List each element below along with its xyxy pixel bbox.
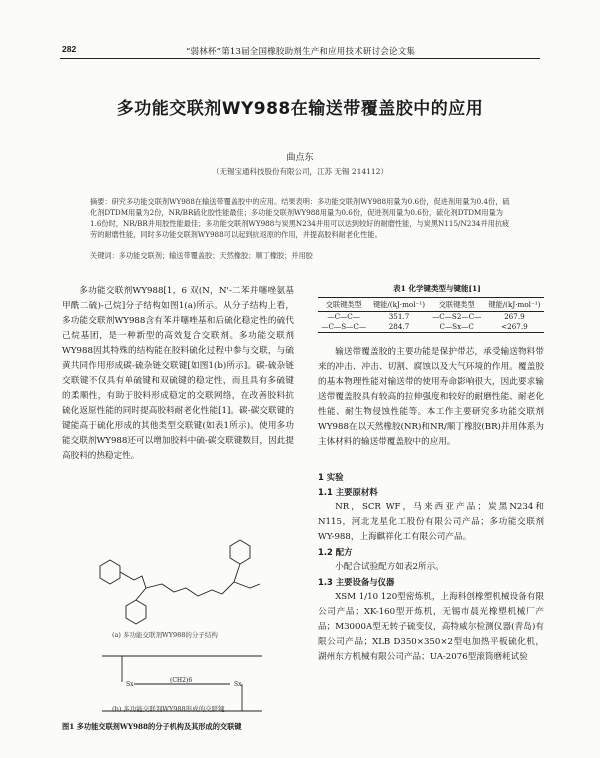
bond-energy-table: [318, 297, 544, 333]
figure-caption: 图1 多功能交联剂WY988的分子机构及其形成的交联键: [62, 722, 242, 731]
table-caption: 表1 化学键类型与键能[1]: [393, 284, 481, 293]
right-column: [318, 345, 544, 665]
figure-subcaption-b: (b) 多功能交联剂WY988形成的交联键: [112, 705, 225, 713]
table-header-row: [318, 298, 544, 312]
subsection-heading: 1.3 主要设备与仪器: [318, 577, 395, 587]
table-cell: 351.7: [388, 312, 410, 321]
equipment-paragraph: XSM 1/10 120型密炼机，上海科创橡塑机械设备有限公司产品；XK-160型开炼机，无锡市晨光橡塑机械厂产品；M3000A型无转子硫变仪，高特威尔检测仪器(青岛)有限公司产品；XLB D350×350×2型电加热平板硫化机，湖州东方机械有限公司产品；UA-2076型滚筒磨耗试验: [318, 592, 544, 662]
abstract: 摘要：研究多功能交联剂WY988在输送带覆盖胶中的应用。结果表明：多功能交联剂WY988用量为0.6份，促进剂用量为0.4份，硫化剂DTDM用量为2份，NR/BR硫化胶性能最佳；多功能交联剂WY988用量为0.6份，促进剂用量为0.6份，硫化剂DTDM用量为1.6份时，NR/BR并用胶性能最佳；多功能交联剂WY988与炭黑N234并用可以达到较好的耐磨性能，与炭黑N115/N234并用抗疲劳的耐磨性能，同时多功能交联剂WY988可以起到抗返原的作用，并提高胶料耐老化性能。: [90, 197, 510, 239]
bond-left: [120, 572, 146, 600]
table-cell: —C—S2—C—: [432, 312, 482, 321]
affiliation: （无锡宝通科技股份有限公司，江苏 无锡 214112）: [212, 167, 388, 176]
table-row: [318, 312, 544, 323]
article-title: 多功能交联剂WY988在输送带覆盖胶中的应用: [116, 99, 484, 119]
section-heading: 1 实验: [318, 472, 344, 482]
author: 曲点东: [286, 153, 314, 163]
chain-label: (CH2)6: [170, 677, 193, 684]
figure-subcaption-a: (a) 多功能交联剂WY988的分子结构: [112, 631, 218, 639]
subsection-heading: 1.2 配方: [318, 547, 353, 557]
intro-paragraph-right: 输送带覆盖胶的主要功能是保护带芯，承受输送物料带来的冲击、冲击、切割、腐蚀以及大气环境的作用。覆盖胶的基本物理性能对输送带的使用寿命影响很大，因此要求输送带覆盖胶具有较高的拉伸强度和较好的耐磨性能、耐老化性能、耐生物侵蚀性能等。本工作主要研究多功能交联剂WY988在以天然橡胶(NR)和NR/顺丁橡胶(BR)并用体系为主体材料的输送带覆盖胶中的应用。: [318, 347, 544, 447]
table-cell: 284.7: [369, 322, 428, 333]
intro-paragraph: 多功能交联剂WY988[1，6 双(N，N'-二苯并噻唑氨基甲酰二硫)-己烷]分子结构如图1(a)所示。从分子结构上看，多功能交联剂WY988含有苯并噻唑基和后硫化稳定性的硫代己烷基团，是一种新型的高效复合交联剂。多功能交联剂WY988因其特殊的结构能在胶料硫化过程中参与交联，与硫黄共同作用形成碳-硫杂链交联键[如图1(b)所示]。碳-硫杂链交联键不仅具有单硫键和双硫键的稳定性，而且具有多硫键的柔顺性，有助于胶料形成稳定的交联网络，在改善胶料抗硫化返原性能的同时提高胶料耐老化性能[1]。碳-碳交联键的键能高于硫化形成的其他类型交联键(如表1所示)。使用多功能交联剂WY988还可以增加胶料中硫-碳交联键数目，因此提高胶料的热稳定性。: [62, 286, 294, 461]
left-column: [62, 284, 294, 464]
table-cell: <267.9: [485, 322, 544, 333]
header-rule: [60, 58, 540, 59]
subsection-heading: 1.1 主要原材料: [318, 487, 378, 497]
table-cell: —C—S—C—: [318, 322, 369, 333]
materials-paragraph: NR，SCR WF，马来西亚产品；炭黑N234和N115，河北龙星化工股份有限公司产品；多功能交联剂WY-988，上海麒祥化工有限公司产品。: [318, 502, 544, 542]
formula-paragraph: 小配合试验配方如表2所示。: [335, 562, 444, 572]
benzene-ring: [100, 560, 120, 584]
table-header: 交联键类型: [318, 298, 369, 312]
sx-right-label: Sx: [234, 681, 242, 688]
benzene-ring: [126, 600, 146, 624]
table-header: 键能/(kJ·mol⁻¹): [485, 298, 544, 312]
table-cell: 267.9: [504, 312, 525, 321]
table-row: [318, 322, 544, 333]
table-header: 交联键类型: [429, 298, 485, 312]
keywords: 关键词：多功能交联剂；输送带覆盖胶；天然橡胶；顺丁橡胶；并用胶: [90, 251, 313, 260]
page-number: 282: [62, 44, 77, 54]
table-header: 键能/(kJ·mol⁻¹): [369, 298, 428, 312]
sx-left-label: Sx: [126, 681, 134, 688]
table-cell: —C—C—: [327, 312, 360, 321]
bond-right: [234, 582, 260, 588]
journal-title: “弱林杯”第13届全国橡胶助剂生产和应用技术研讨会论文集: [186, 47, 416, 57]
table-cell: C—Sx—C: [429, 322, 485, 333]
benzene-ring: [230, 540, 250, 564]
main-chain: [146, 564, 240, 596]
